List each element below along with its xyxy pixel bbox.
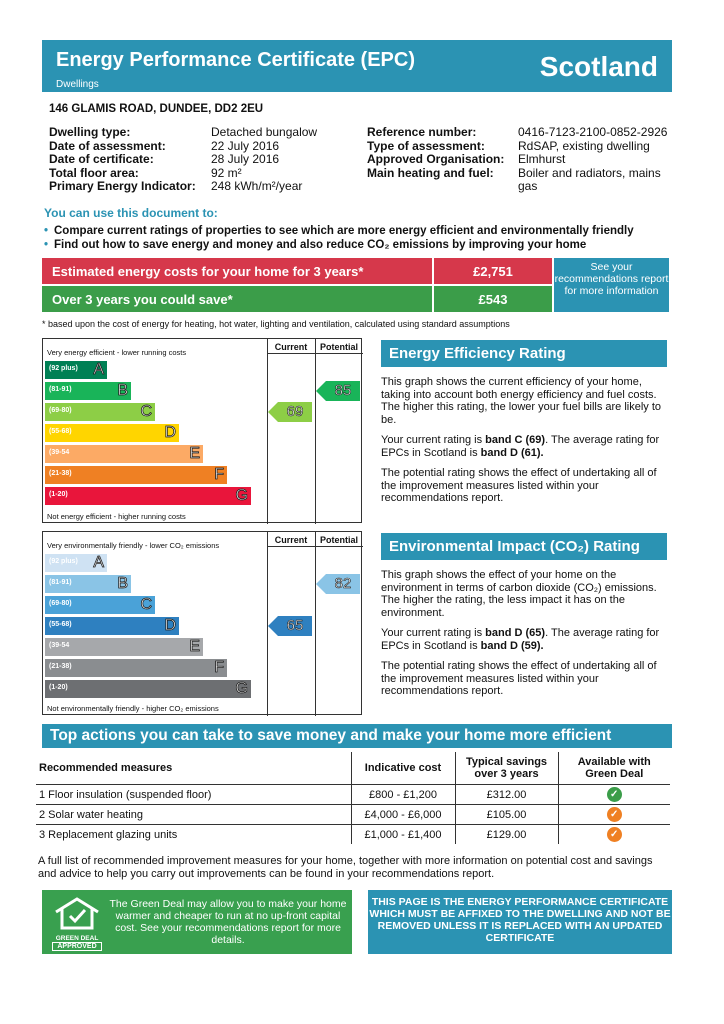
rating-band-f <box>45 659 227 677</box>
green-deal-cell <box>558 805 670 825</box>
potential-header: Potential <box>319 535 358 545</box>
detail-label: Primary Energy Indicator: <box>49 179 196 193</box>
text: band D (65) <box>485 627 546 639</box>
band-range: (69-80) <box>49 407 72 414</box>
check-icon: ✓ <box>607 787 622 802</box>
chart-top-label: Very environmentally friendly - lower CO₂ emissions <box>47 541 220 550</box>
top-actions-title: Top actions you can take to save money and make your home more efficient <box>42 724 672 748</box>
rating-band-g <box>45 680 251 698</box>
text: band D (61). <box>480 446 544 459</box>
band-letter: F <box>214 659 224 676</box>
detail-value: 28 July 2016 <box>211 152 280 166</box>
divider <box>315 532 316 716</box>
band-letter: G <box>235 487 248 504</box>
check-icon: ✓ <box>607 807 622 822</box>
certificate-notice: THIS PAGE IS THE ENERGY PERFORMANCE CERTIFICATE WHICH MUST BE AFFIXED TO THE DWELLING AND NOT BE REMOVED UNLESS IT IS REPLACED WITH AN UPDATED CERTIFICATE <box>368 890 672 954</box>
paragraph: The potential rating shows the effect of undertaking all of the improvement measures listed within your recommendations report. <box>381 660 657 697</box>
green-deal-box <box>42 890 352 954</box>
section-title: Environmental Impact (CO₂) Rating <box>381 533 667 560</box>
epc-header <box>42 40 672 92</box>
green-deal-cell <box>558 785 670 805</box>
use-title: You can use this document to: <box>44 206 218 220</box>
text: band D (59). <box>480 639 544 652</box>
rating-band-c <box>45 596 155 614</box>
property-address: 146 GLAMIS ROAD, DUNDEE, DD2 2EU <box>49 103 264 115</box>
paragraph <box>381 627 667 652</box>
rating-band-a <box>45 554 107 572</box>
chart-bottom-label: Not energy efficient - higher running costs <box>47 512 186 521</box>
estimated-cost-label: Estimated energy costs for your home for 3 years* <box>42 258 432 284</box>
house-icon <box>52 896 102 930</box>
divider <box>267 546 363 547</box>
detail-label: Reference number: <box>367 125 477 139</box>
header-cell: Typical savings over 3 years <box>455 752 558 785</box>
band-letter: C <box>140 596 152 613</box>
rating-band-a <box>45 361 107 379</box>
detail-label: Approved Organisation: <box>367 152 505 166</box>
detail-value: 92 m² <box>211 165 242 180</box>
table-row <box>36 805 670 825</box>
text: Your current rating is <box>381 434 486 446</box>
band-range: (39-54 <box>49 642 70 649</box>
paragraph: This graph shows the effect of your home on the environment in terms of carbon dioxide (CO₂) emissions. The higher the rating, the less impact it has on the environment. <box>381 569 657 619</box>
divider <box>267 339 268 524</box>
section-title: Energy Efficiency Rating <box>381 340 667 367</box>
detail-value: Boiler and radiators, mains gas <box>518 165 661 193</box>
band-range: (92 plus) <box>49 558 78 565</box>
band-range: (21-38) <box>49 663 72 670</box>
table-row <box>36 825 670 845</box>
detail-label: Dwelling type: <box>49 125 131 139</box>
logo-line: GREEN DEAL <box>52 935 102 942</box>
header-cell: Recommended measures <box>36 752 351 785</box>
header-cell: Available with Green Deal <box>558 752 670 785</box>
page-subtitle: Dwellings <box>56 79 99 90</box>
band-range: (1-20) <box>49 491 68 498</box>
section-body <box>381 569 667 698</box>
detail-label: Total floor area: <box>49 165 139 180</box>
band-range: (81-91) <box>49 386 72 393</box>
detail-value: RdSAP, existing dwelling <box>518 138 650 153</box>
detail-label: Type of assessment: <box>367 138 485 153</box>
detail-value: 22 July 2016 <box>211 138 280 153</box>
detail-value: 0416-7123-2100-0852-2926 <box>518 125 668 139</box>
cost-cell: £800 - £1,200 <box>351 785 455 805</box>
text: . The average rating for EPCs in Scotland is <box>381 434 660 459</box>
band-range: (69-80) <box>49 600 72 607</box>
band-letter: D <box>164 424 176 441</box>
green-deal-cell <box>558 825 670 845</box>
band-letter: D <box>164 617 176 634</box>
detail-value: 248 kWh/m²/year <box>211 179 303 193</box>
current-rating-arrow: 65 <box>278 616 312 636</box>
cost-cell: £4,000 - £6,000 <box>351 805 455 825</box>
see-recommendations-box: See your recommendations report for more information <box>554 258 669 312</box>
savings-value: £543 <box>434 286 552 312</box>
band-letter: A <box>93 361 104 378</box>
text: Your current rating is <box>381 627 486 639</box>
band-range: (92 plus) <box>49 365 78 372</box>
measures-table <box>36 752 670 844</box>
rating-band-c <box>45 403 155 421</box>
green-deal-text: The Green Deal may allow you to make your home warmer and cheaper to run at no up-front capital cost. See your recommendations report for more details. <box>109 898 347 946</box>
text: . The average rating for EPCs in Scotland is <box>381 627 660 652</box>
paragraph <box>381 434 667 459</box>
current-header: Current <box>274 535 308 545</box>
saving-cell: £105.00 <box>455 805 558 825</box>
band-letter: E <box>189 445 200 462</box>
potential-rating-arrow: 82 <box>326 574 360 594</box>
rating-band-d <box>45 424 179 442</box>
text: band C (69) <box>485 434 546 446</box>
measure-cell: 3 Replacement glazing units <box>39 828 178 841</box>
table-header-row <box>36 752 670 785</box>
saving-cell: £129.00 <box>455 825 558 845</box>
band-letter: B <box>117 575 128 592</box>
rating-band-f <box>45 466 227 484</box>
paragraph: This graph shows the current efficiency of your home, taking into account both energy efficiency and fuel costs. The higher this rating, the lower your fuel bills are likely to be. <box>381 376 662 426</box>
rating-band-b <box>45 382 131 400</box>
detail-label: Date of assessment: <box>49 138 166 153</box>
chart-bottom-label: Not environmentally friendly - higher CO₂ emissions <box>47 704 219 713</box>
detail-label: Main heating and fuel: <box>367 165 494 180</box>
band-range: (39-54 <box>49 449 70 456</box>
divider <box>315 339 316 524</box>
energy-efficiency-chart <box>42 338 362 523</box>
section-body <box>381 376 667 505</box>
estimated-cost-value: £2,751 <box>434 258 552 284</box>
detail-value: Elmhurst <box>518 152 566 166</box>
band-range: (55-68) <box>49 621 72 628</box>
measure-cell: 1 Floor insulation (suspended floor) <box>36 785 351 805</box>
chart-top-label: Very energy efficient - lower running costs <box>47 348 187 357</box>
band-range: (21-38) <box>49 470 72 477</box>
savings-label: Over 3 years you could save* <box>42 286 432 312</box>
measure-cell: 2 Solar water heating <box>36 805 351 825</box>
current-rating-arrow: 69 <box>278 402 312 422</box>
detail-label: Date of certificate: <box>49 152 154 166</box>
band-letter: F <box>214 466 224 483</box>
table-row <box>36 785 670 805</box>
band-range: (1-20) <box>49 684 68 691</box>
energy-efficiency-section <box>381 340 667 513</box>
rating-band-e <box>45 445 203 463</box>
potential-header: Potential <box>319 342 358 352</box>
details-left <box>49 126 317 194</box>
rating-band-d <box>45 617 179 635</box>
band-letter: C <box>140 403 152 420</box>
current-header: Current <box>274 342 308 352</box>
use-item: • Compare current ratings of properties to see which are more energy efficient and environmentally friendly <box>44 224 674 238</box>
rating-band-b <box>45 575 131 593</box>
logo-line: APPROVED <box>52 942 102 951</box>
use-list <box>44 224 674 252</box>
check-icon: ✓ <box>607 827 622 842</box>
potential-rating-arrow: 85 <box>326 381 360 401</box>
band-letter: G <box>235 680 248 697</box>
divider <box>267 353 363 354</box>
rating-band-e <box>45 638 203 656</box>
rating-band-g <box>45 487 251 505</box>
detail-value: Detached bungalow <box>211 125 318 139</box>
country-label: Scotland <box>539 51 658 82</box>
header-cell: Indicative cost <box>351 752 455 785</box>
recommendations-note: A full list of recommended improvement measures for your home, together with more information on potential cost and savings and advice to help you carry out improvements can be found in your recommendations report. <box>38 855 653 880</box>
band-range: (55-68) <box>49 428 72 435</box>
details-right <box>367 126 672 194</box>
page-title: Energy Performance Certificate (EPC) <box>56 49 416 71</box>
paragraph: The potential rating shows the effect of undertaking all of the improvement measures listed within your recommendations report. <box>381 467 657 504</box>
green-deal-logo <box>52 896 102 950</box>
environmental-impact-chart <box>42 531 362 715</box>
cost-cell: £1,000 - £1,400 <box>351 825 455 845</box>
band-letter: B <box>117 382 128 399</box>
environmental-impact-section <box>381 533 667 706</box>
band-letter: A <box>93 554 104 571</box>
band-letter: E <box>189 638 200 655</box>
band-range: (81-91) <box>49 579 72 586</box>
use-item: • Find out how to save energy and money and also reduce CO₂ emissions by improving your home <box>44 238 674 252</box>
saving-cell: £312.00 <box>455 785 558 805</box>
cost-footnote: * based upon the cost of energy for heating, hot water, lighting and ventilation, calculated using standard assumptions <box>42 319 510 329</box>
